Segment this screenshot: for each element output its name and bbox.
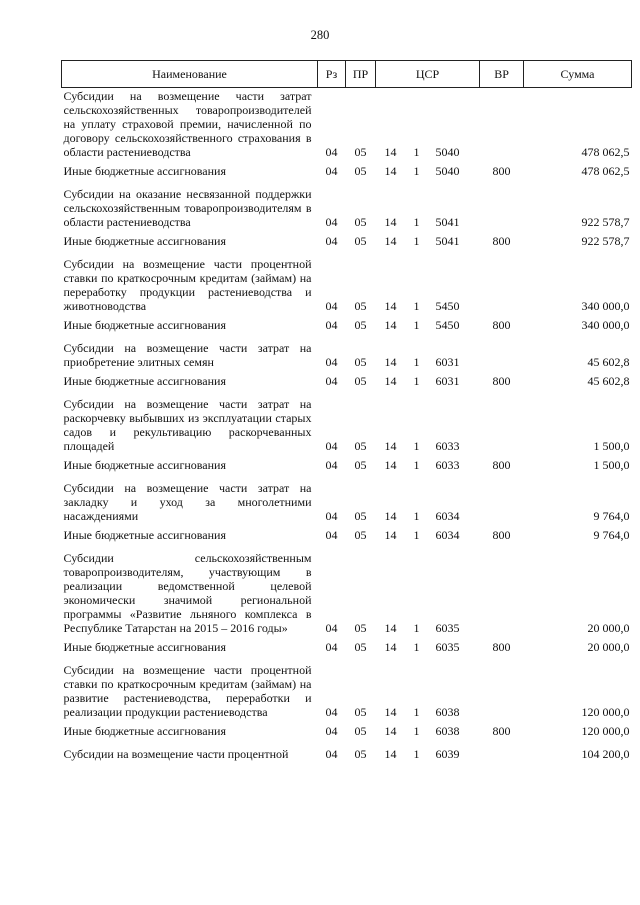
cell-csr-2: 1: [413, 640, 420, 654]
cell-rz: 04: [325, 747, 338, 761]
table-row: [62, 389, 632, 454]
cell-csr-2: 1: [413, 234, 420, 248]
cell-sum: 478 062,5: [581, 164, 630, 178]
cell-name: Субсидии на возмещение части процентной ставки по краткосрочным кредитам (займам) на развитие растениеводства, переработки и реализации продукции растениеводства: [63, 663, 312, 719]
cell-rz: 04: [325, 215, 338, 229]
cell-rz: 04: [325, 318, 338, 332]
cell-name: Иные бюджетные ассигнования: [63, 234, 226, 248]
cell-csr-3: 5450: [435, 299, 460, 313]
cell-csr-3: 6035: [435, 640, 460, 654]
table-row: [62, 739, 632, 762]
cell-pr: 05: [354, 164, 367, 178]
header-name: Наименование: [62, 61, 318, 88]
cell-csr-3: 6039: [435, 747, 460, 761]
cell-vr: 800: [492, 458, 511, 472]
cell-vr: [480, 655, 524, 720]
cell-name: Иные бюджетные ассигнования: [63, 640, 226, 654]
cell-name: Иные бюджетные ассигнования: [63, 164, 226, 178]
cell-pr: 05: [354, 724, 367, 738]
cell-rz: 04: [325, 724, 338, 738]
cell-name: Субсидии на возмещение части затрат на закладку и уход за многолетними насаждениями: [63, 481, 312, 523]
table-row: [62, 655, 632, 720]
header-pr: ПР: [346, 61, 376, 88]
cell-pr: 05: [354, 355, 367, 369]
table-row: [62, 160, 632, 179]
cell-rz: 04: [325, 439, 338, 453]
cell-name: Субсидии на возмещение части затрат сельскохозяйственных товаропроизводителей на уплату страховой премии, начисленной по договору сельскохозяйственного страхования в области растениеводства: [63, 89, 312, 159]
cell-csr-2: 1: [413, 724, 420, 738]
cell-csr-2: 1: [413, 374, 420, 388]
table-row: [62, 543, 632, 636]
cell-csr-1: 14: [384, 621, 397, 635]
cell-csr-1: 14: [384, 234, 397, 248]
cell-name: Субсидии на оказание несвязанной поддержки сельскохозяйственным товаропроизводителям в области растениеводства: [63, 187, 312, 229]
cell-csr-1: 14: [384, 374, 397, 388]
cell-csr-3: 5041: [435, 215, 460, 229]
cell-vr: 800: [492, 374, 511, 388]
cell-csr-1: 14: [384, 528, 397, 542]
cell-sum: 478 062,5: [581, 145, 630, 159]
cell-sum: 922 578,7: [581, 234, 630, 248]
table-row: [62, 524, 632, 543]
cell-vr: [480, 179, 524, 230]
cell-rz: 04: [325, 145, 338, 159]
cell-pr: 05: [354, 234, 367, 248]
table-row: [62, 314, 632, 333]
cell-vr: [480, 88, 524, 161]
cell-name: Субсидии на возмещение части процентной ставки по краткосрочным кредитам (займам) на переработку продукции растениеводства и животноводства: [63, 257, 312, 313]
table-row: [62, 179, 632, 230]
cell-csr-1: 14: [384, 640, 397, 654]
cell-vr: 800: [492, 164, 511, 178]
cell-sum: 9 764,0: [593, 509, 630, 523]
cell-csr-3: 5040: [435, 164, 460, 178]
table-row: [62, 454, 632, 473]
cell-vr: [480, 389, 524, 454]
table-body: [62, 88, 632, 763]
cell-csr-3: 5450: [435, 318, 460, 332]
cell-vr: 800: [492, 234, 511, 248]
header-vr: ВР: [480, 61, 524, 88]
table-header-row: [62, 61, 632, 88]
cell-csr-1: 14: [384, 318, 397, 332]
cell-sum: 20 000,0: [587, 621, 630, 635]
cell-csr-2: 1: [413, 355, 420, 369]
table-row: [62, 249, 632, 314]
cell-pr: 05: [354, 528, 367, 542]
cell-csr-3: 6031: [435, 374, 460, 388]
cell-sum: 1 500,0: [593, 439, 630, 453]
cell-csr-2: 1: [413, 215, 420, 229]
budget-table: [61, 60, 632, 762]
cell-csr-2: 1: [413, 621, 420, 635]
cell-pr: 05: [354, 215, 367, 229]
cell-pr: 05: [354, 640, 367, 654]
table-row: [62, 720, 632, 739]
cell-sum: 20 000,0: [587, 640, 630, 654]
page-number: 280: [310, 28, 330, 42]
cell-pr: 05: [354, 509, 367, 523]
cell-csr-3: 5040: [435, 145, 460, 159]
table-row: [62, 230, 632, 249]
cell-vr: 800: [492, 724, 511, 738]
cell-vr: 800: [492, 528, 511, 542]
cell-csr-1: 14: [384, 705, 397, 719]
table-row: [62, 636, 632, 655]
cell-sum: 120 000,0: [581, 705, 630, 719]
cell-csr-1: 14: [384, 747, 397, 761]
cell-sum: 1 500,0: [593, 458, 630, 472]
cell-csr-1: 14: [384, 439, 397, 453]
header-csr: ЦСР: [376, 61, 480, 88]
cell-sum: 45 602,8: [587, 355, 630, 369]
cell-csr-3: 5041: [435, 234, 460, 248]
cell-csr-2: 1: [413, 509, 420, 523]
cell-pr: 05: [354, 705, 367, 719]
cell-sum: 922 578,7: [581, 215, 630, 229]
cell-rz: 04: [325, 705, 338, 719]
header-rz: Рз: [318, 61, 346, 88]
cell-rz: 04: [325, 374, 338, 388]
cell-vr: 800: [492, 318, 511, 332]
cell-csr-1: 14: [384, 458, 397, 472]
cell-csr-1: 14: [384, 164, 397, 178]
cell-name: Субсидии на возмещение части процентной: [63, 747, 289, 761]
table-row: [62, 333, 632, 370]
table-row: [62, 370, 632, 389]
cell-csr-2: 1: [413, 705, 420, 719]
cell-sum: 340 000,0: [581, 299, 630, 313]
cell-csr-3: 6035: [435, 621, 460, 635]
cell-sum: 45 602,8: [587, 374, 630, 388]
cell-csr-3: 6031: [435, 355, 460, 369]
cell-csr-1: 14: [384, 299, 397, 313]
cell-vr: 800: [492, 640, 511, 654]
cell-vr: [480, 543, 524, 636]
cell-name: Субсидии сельскохозяйственным товаропроизводителям, участвующим в реализации ведомственной целевой экономически значимой региональной программы «Развитие льняного комплекса в Республике Татарстан на 2015 – 2016 годы»: [63, 551, 312, 635]
cell-pr: 05: [354, 747, 367, 761]
cell-sum: 9 764,0: [593, 528, 630, 542]
cell-pr: 05: [354, 299, 367, 313]
cell-csr-1: 14: [384, 145, 397, 159]
cell-sum: 104 200,0: [581, 747, 630, 761]
cell-csr-3: 6034: [435, 509, 460, 523]
cell-vr: [480, 333, 524, 370]
cell-pr: 05: [354, 145, 367, 159]
cell-pr: 05: [354, 374, 367, 388]
cell-rz: 04: [325, 164, 338, 178]
cell-csr-3: 6038: [435, 705, 460, 719]
table-row: [62, 473, 632, 524]
cell-name: Субсидии на возмещение части затрат на приобретение элитных семян: [63, 341, 312, 369]
cell-csr-2: 1: [413, 528, 420, 542]
cell-name: Иные бюджетные ассигнования: [63, 318, 226, 332]
cell-csr-1: 14: [384, 509, 397, 523]
cell-pr: 05: [354, 621, 367, 635]
cell-csr-3: 6034: [435, 528, 460, 542]
cell-name: Субсидии на возмещение части затрат на раскорчевку выбывших из эксплуатации старых садов и рекультивацию раскорчеванных площадей: [63, 397, 312, 453]
cell-csr-2: 1: [413, 164, 420, 178]
cell-csr-2: 1: [413, 318, 420, 332]
cell-csr-2: 1: [413, 299, 420, 313]
cell-pr: 05: [354, 458, 367, 472]
cell-csr-2: 1: [413, 458, 420, 472]
cell-csr-2: 1: [413, 145, 420, 159]
cell-rz: 04: [325, 528, 338, 542]
table-row: [62, 88, 632, 161]
cell-csr-1: 14: [384, 355, 397, 369]
cell-rz: 04: [325, 640, 338, 654]
cell-rz: 04: [325, 458, 338, 472]
cell-csr-3: 6038: [435, 724, 460, 738]
cell-rz: 04: [325, 509, 338, 523]
cell-name: Иные бюджетные ассигнования: [63, 374, 226, 388]
cell-name: Иные бюджетные ассигнования: [63, 458, 226, 472]
cell-csr-3: 6033: [435, 458, 460, 472]
cell-rz: 04: [325, 621, 338, 635]
cell-csr-1: 14: [384, 215, 397, 229]
cell-name: Иные бюджетные ассигнования: [63, 724, 226, 738]
cell-rz: 04: [325, 299, 338, 313]
cell-csr-3: 6033: [435, 439, 460, 453]
cell-sum: 340 000,0: [581, 318, 630, 332]
cell-vr: [480, 249, 524, 314]
cell-name: Иные бюджетные ассигнования: [63, 528, 226, 542]
cell-csr-2: 1: [413, 747, 420, 761]
cell-csr-2: 1: [413, 439, 420, 453]
header-sum: Сумма: [524, 61, 632, 88]
cell-vr: [480, 739, 524, 762]
cell-rz: 04: [325, 355, 338, 369]
cell-pr: 05: [354, 439, 367, 453]
cell-csr-1: 14: [384, 724, 397, 738]
cell-pr: 05: [354, 318, 367, 332]
cell-vr: [480, 473, 524, 524]
cell-sum: 120 000,0: [581, 724, 630, 738]
cell-rz: 04: [325, 234, 338, 248]
